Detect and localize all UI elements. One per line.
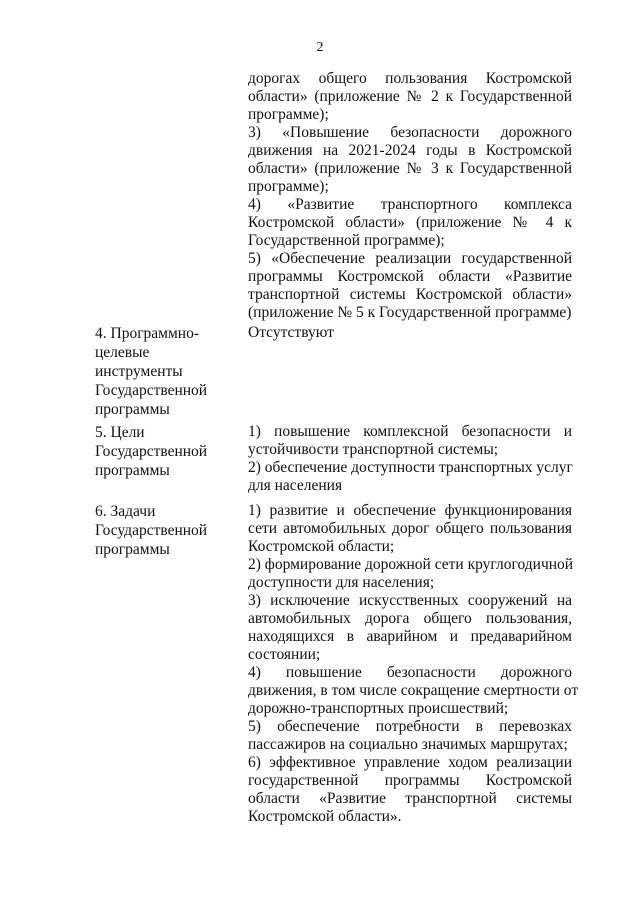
list-item: [248, 324, 572, 342]
text-line: дорогах общего пользования Костромской: [248, 70, 572, 87]
text-line: программе);: [248, 106, 329, 123]
list-item: [248, 502, 572, 556]
text-line: дорожно-транспортных происшествий;: [248, 700, 509, 717]
text-line: 2) обеспечение доступности транспортных услуг: [248, 459, 573, 476]
text-line: (приложение № 5 к Государственной программе): [248, 304, 572, 321]
section-content: [248, 423, 572, 495]
text-line: 4) «Развитие транспортного комплекса: [248, 196, 572, 213]
text-line: устойчивости транспортной системы;: [248, 441, 499, 458]
text-line: 5) «Обеспечение реализации государственной: [248, 250, 572, 267]
text-line: 2) формирование дорожной сети круглогодичной: [248, 556, 574, 573]
text-line: транспортной системы Костромской области»: [248, 286, 572, 303]
text-line: программы Костромской области «Развитие: [248, 268, 572, 285]
list-item: [248, 423, 572, 459]
text-line: 1) развитие и обеспечение функционирования: [248, 502, 572, 519]
label-line: инструменты: [95, 363, 183, 380]
text-line: 4) повышение безопасности дорожного: [248, 664, 572, 681]
text-line: программе);: [248, 178, 329, 195]
label-line: программы: [95, 462, 170, 479]
label-line: целевые: [95, 344, 150, 361]
text-line: пассажиров на социально значимых маршрутах;: [248, 736, 568, 753]
text-line: Государственной программе);: [248, 232, 445, 249]
section-label: [95, 423, 223, 480]
list-item: [248, 70, 572, 124]
list-item: [248, 718, 572, 754]
text-line: Костромской области».: [248, 808, 402, 825]
list-item: [248, 459, 572, 495]
text-line: области «Развитие транспортной системы: [248, 790, 572, 807]
text-line: Костромской области;: [248, 538, 395, 555]
list-item: [248, 754, 572, 826]
label-line: 6. Задачи: [95, 503, 156, 520]
text-line: движения, в том числе сокращение смертности от: [248, 682, 579, 699]
text-line: движения на 2021-2024 годы в Костромской: [248, 142, 572, 159]
section-content: [248, 324, 572, 342]
text-line: Костромской области» (приложение № 4 к: [248, 214, 572, 231]
text-line: 3) «Повышение безопасности дорожного: [248, 124, 572, 141]
section-label: [95, 502, 223, 559]
text-line: 3) исключение искусственных сооружений на: [248, 592, 572, 609]
label-line: 5. Цели: [95, 424, 145, 441]
text-line: состоянии;: [248, 646, 321, 663]
list-item: [248, 592, 572, 664]
text-line: государственной программы Костромской: [248, 772, 572, 789]
label-line: Государственной: [95, 382, 208, 399]
list-item: [248, 124, 572, 196]
page-number: 2: [316, 40, 324, 55]
list-item: [248, 664, 579, 718]
text-line: 5) обеспечение потребности в перевозках: [248, 718, 572, 735]
text-line: 6) эффективное управление ходом реализации: [248, 754, 572, 771]
text-line: автомобильных дорога общего пользования,: [248, 610, 572, 627]
section-label: [95, 324, 223, 419]
section-content: [248, 502, 579, 826]
text-line: Отсутствуют: [248, 324, 334, 341]
label-line: программы: [95, 401, 170, 418]
label-line: Государственной: [95, 443, 208, 460]
text-line: области» (приложение № 3 к Государственной: [248, 160, 572, 177]
text-line: доступности для населения;: [248, 574, 435, 591]
label-line: Государственной: [95, 522, 208, 539]
text-line: для населения: [248, 477, 343, 494]
continuation-content: [248, 70, 572, 322]
text-line: 1) повышение комплексной безопасности и: [248, 423, 572, 440]
text-line: находящихся в аварийном и предаварийном: [248, 628, 572, 645]
list-item: [248, 556, 572, 592]
label-line: программы: [95, 541, 170, 558]
list-item: [248, 250, 572, 322]
label-line: 4. Программно-: [95, 325, 200, 342]
list-item: [248, 196, 572, 250]
text-line: сети автомобильных дорог общего пользования: [248, 520, 572, 537]
text-line: области» (приложение № 2 к Государственной: [248, 88, 572, 105]
